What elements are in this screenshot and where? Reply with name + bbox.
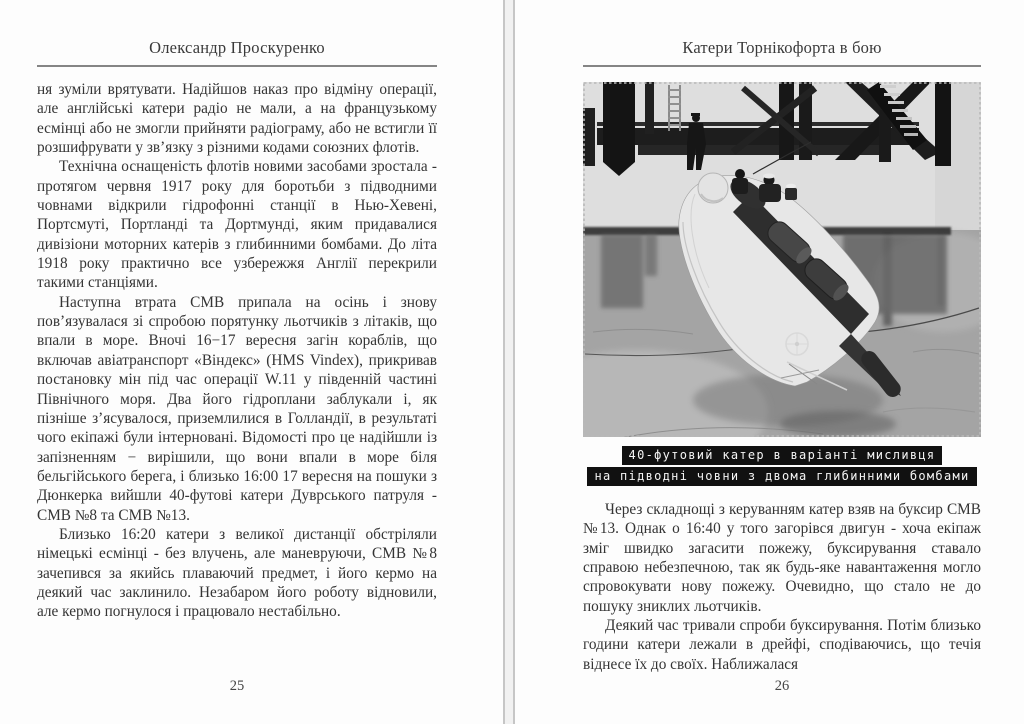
header-rule [583,65,981,67]
photo-caption-line-1: 40-футовий катер в варіанті мисливця [622,446,943,465]
header-rule [37,65,437,67]
steering-wheel [786,333,808,355]
cmb-photo-illustration [583,82,981,437]
page-number-left: 25 [229,678,245,694]
paragraph: Технічна оснащеність флотів новими засобами зростала - протягом червня 1917 року для боротьби з підводними човнами відкрили гідрофонні станції в Нью-Хевені, Портсмуті, Портланді та Дортмунді, яким придавалися дивізіони моторних катерів з глибинними бомбами. До літа 1918 року практично все узбережжя Англії перекрили такими станціями. [37,158,437,292]
right-page-body [583,500,981,674]
book-gutter [503,0,515,724]
left-page-body [37,80,437,622]
photo-cmb-motorboat-at-pier [583,82,981,437]
page-right [583,0,981,724]
running-head-author: Олександр Проскуренко [149,38,325,57]
paragraph: Через складнощі з керуванням катер взяв на буксир СМВ №13. Однак о 16:40 у того загорівся двигун - хоча екіпаж зміг швидко загасити пожежу, буксирування ставало справою небезпечною, так як будь-яке навантаження могло спровокувати нову пожежу. Очевидно, що стало не до пошуку зниклих льотчиків. [583,501,981,615]
paragraph: Наступна втрата СМВ припала на осінь і знову пов’язувалася зі спробою порятунку льотчиків з літаків, що впали в море. Вночі 16−17 вересня загін кораблів, що включав авіатранспорт «Віндекс» (HMS Vindex), прикривав постановку мін під час операції W.11 у південній частині Північного моря. Два його гідроплани заблукали і, як пізніше з’ясувалося, приземлилися в Голландії, в результаті чого екіпажі були інтерновані. Відомості про це надійшли із запізненням − вирішили, що вони впали в море біля бельгійського берега, і близько 16:00 17 вересня на пошуки з Дюнкерка вийшли 40-футові катери Дуврського патруля - СМВ №8 та СМВ №13. [37,293,437,524]
page-left [37,0,437,724]
photo-caption [583,444,981,486]
running-head-chapter: Катери Торнікофорта в бою [682,38,882,57]
paragraph: Деякий час тривали спроби буксирування. Потім близько години катери лежали в дрейфі, сподіваючись, що течія віднесе їх до своїх. Наближалася [583,617,981,673]
paragraph: Близько 16:20 катери з великої дистанції обстріляли німецькі есмінці - без влучень, але маневруючи, СМВ №8 зачепився за якийсь плаваючий предмет, і його кермо на деякий час заклинило. Незабаром його роботу відновили, але кермо погнулося і працювало нестабільно. [37,525,437,621]
paragraph: ня зуміли врятувати. Надійшов наказ про відміну операції, але англійські катери радіо не мали, а на французькому есмінці або не змогли прийняти радіограму, або не встигли її розшифрувати у зв’язку з різними кодами союзних флотів. [37,81,437,157]
page-number-right: 26 [774,678,790,694]
photo-caption-line-2: на підводні човни з двома глибинними бомбами [587,467,976,486]
